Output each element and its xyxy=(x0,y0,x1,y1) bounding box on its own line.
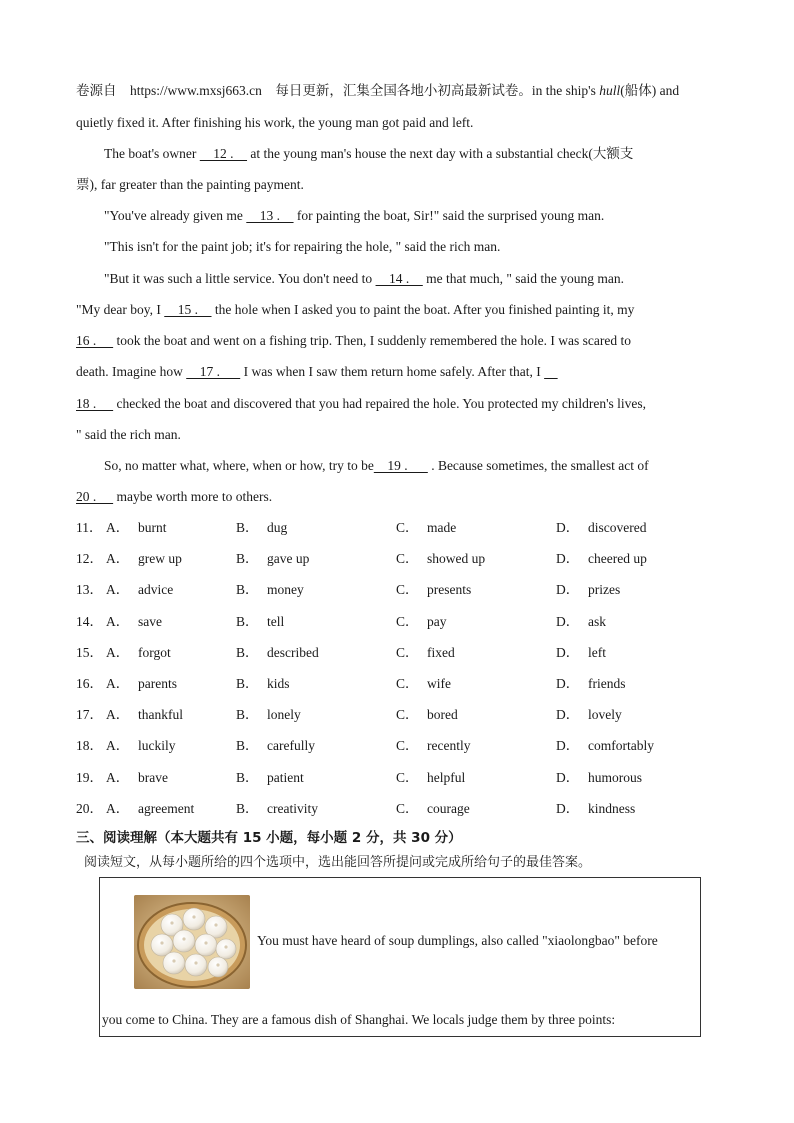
option-row xyxy=(76,737,716,755)
passage-line-5: "You've already given me 13 . for painting the boat, Sir!" said the surprised young man. xyxy=(104,208,605,223)
option-row xyxy=(76,769,716,787)
option-b[interactable]: tell xyxy=(267,613,285,629)
option-a[interactable]: advice xyxy=(138,582,174,598)
option-b[interactable]: gave up xyxy=(267,551,310,567)
option-letter-b: B． xyxy=(236,644,259,660)
option-letter-a: A． xyxy=(106,800,130,816)
option-letter-d: D． xyxy=(556,582,580,598)
option-letter-a: A． xyxy=(106,582,130,598)
option-a[interactable]: agreement xyxy=(138,800,195,816)
option-d[interactable]: cheered up xyxy=(588,551,647,567)
passage-line-6: "This isn't for the paint job; it's for repairing the hole, " said the rich man. xyxy=(104,239,501,254)
passage-line-14: 20 . maybe worth more to others. xyxy=(76,489,273,504)
option-c[interactable]: made xyxy=(427,520,457,535)
option-a[interactable]: save xyxy=(138,613,162,629)
option-row xyxy=(76,613,716,631)
option-c[interactable]: showed up xyxy=(427,551,486,567)
option-b[interactable]: carefully xyxy=(267,738,315,754)
option-letter-d: D． xyxy=(556,520,580,535)
option-letter-b: B． xyxy=(236,551,259,567)
option-letter-a: A． xyxy=(106,644,130,660)
passage-line-7: "But it was such a little service. You don't need to 14 . me that much, " said the young man. xyxy=(104,271,625,286)
question-number: 19． xyxy=(76,769,103,785)
blank-19: 19 . xyxy=(373,458,428,473)
option-letter-a: A． xyxy=(106,676,130,691)
reading-line-1: You must have heard of soup dumplings, also called "xiaolongbao" before xyxy=(257,933,658,948)
option-letter-d: D． xyxy=(556,707,580,723)
option-a[interactable]: luckily xyxy=(138,738,176,754)
option-a[interactable]: thankful xyxy=(138,707,183,723)
section-title: 三、阅读理解（本大题共有 15 小题，每小题 2 分，共 30 分） xyxy=(76,830,462,846)
option-letter-c: C． xyxy=(396,676,419,691)
option-letter-b: B． xyxy=(236,520,259,535)
option-letter-b: B． xyxy=(236,769,259,785)
soup-dumplings-photo xyxy=(134,895,250,989)
option-d[interactable]: lovely xyxy=(588,707,622,723)
question-number: 17． xyxy=(76,707,103,723)
option-c[interactable]: wife xyxy=(427,676,451,691)
option-letter-a: A． xyxy=(106,707,130,723)
option-letter-b: B． xyxy=(236,582,259,598)
passage-line-13: So, no matter what, where, when or how, try to be 19 . . Because sometimes, the smallest act of xyxy=(104,458,649,473)
option-a[interactable]: brave xyxy=(138,769,168,785)
option-d[interactable]: ask xyxy=(588,613,606,629)
question-number: 15． xyxy=(76,644,103,660)
passage-line-2: quietly fixed it. After finishing his work, the young man got paid and left. xyxy=(76,115,474,130)
option-c[interactable]: recently xyxy=(427,738,471,754)
option-c[interactable]: pay xyxy=(427,613,447,629)
blank-18: 18 . xyxy=(76,396,114,411)
option-a[interactable]: grew up xyxy=(138,551,182,567)
option-letter-d: D． xyxy=(556,676,580,691)
question-number: 16． xyxy=(76,676,103,691)
option-c[interactable]: presents xyxy=(427,582,472,598)
option-letter-a: A． xyxy=(106,613,130,629)
passage-line-3: The boat's owner 12 . at the young man's house the next day with a substantial check(大额支 xyxy=(104,146,634,161)
passage-line-11: 18 . checked the boat and discovered that you had repaired the hole. You protected my children's lives, xyxy=(76,396,647,411)
option-row xyxy=(76,800,716,818)
option-letter-c: C． xyxy=(396,613,419,629)
option-letter-d: D． xyxy=(556,551,580,567)
option-row xyxy=(76,519,716,537)
dumplings-image xyxy=(134,895,250,989)
source-url: https://www.mxsj663.cn xyxy=(130,83,262,98)
option-a[interactable]: forgot xyxy=(138,644,171,660)
option-c[interactable]: courage xyxy=(427,800,470,816)
option-letter-c: C． xyxy=(396,582,419,598)
passage-line-12: " said the rich man. xyxy=(76,427,181,442)
option-b[interactable]: dug xyxy=(267,520,288,535)
option-letter-d: D． xyxy=(556,800,580,816)
blank-12: 12 . xyxy=(199,146,248,161)
blank-13: 13 . xyxy=(246,208,294,223)
passage-line-9: 16 . took the boat and went on a fishing trip. Then, I suddenly remembered the hole. I was scared to xyxy=(76,333,631,348)
option-d[interactable]: left xyxy=(588,644,606,660)
blank-15: 15 . xyxy=(164,302,212,317)
reading-box xyxy=(99,877,701,1037)
option-row xyxy=(76,644,716,662)
blank-14: 14 . xyxy=(375,271,423,286)
section-instruction: 阅读短文，从每小题所给的四个选项中，选出能回答所提问或完成所给句子的最佳答案。 xyxy=(84,855,592,870)
passage-line-10: death. Imagine how 17 . I was when I saw them return home safely. After that, I xyxy=(76,363,716,381)
option-letter-c: C． xyxy=(396,738,419,754)
option-letter-c: C． xyxy=(396,800,419,816)
question-number: 12． xyxy=(76,551,103,567)
option-letter-c: C． xyxy=(396,644,419,660)
option-d[interactable]: discovered xyxy=(588,520,647,535)
option-row xyxy=(76,550,716,568)
option-b[interactable]: kids xyxy=(267,676,290,691)
option-b[interactable]: patient xyxy=(267,769,304,785)
option-a[interactable]: parents xyxy=(138,676,177,691)
option-d[interactable]: comfortably xyxy=(588,738,654,754)
blank-20: 20 . xyxy=(76,489,114,504)
option-b[interactable]: described xyxy=(267,644,319,660)
option-letter-c: C． xyxy=(396,769,419,785)
option-letter-b: B． xyxy=(236,738,259,754)
blank-17: 17 . xyxy=(186,364,241,379)
option-c[interactable]: helpful xyxy=(427,769,466,785)
passage-line-8: "My dear boy, I 15 . the hole when I asked you to paint the boat. After you finished painting it, my xyxy=(76,302,635,317)
option-letter-d: D． xyxy=(556,644,580,660)
option-c[interactable]: fixed xyxy=(427,644,455,660)
option-c[interactable]: bored xyxy=(427,707,458,723)
option-letter-b: B． xyxy=(236,707,259,723)
option-d[interactable]: prizes xyxy=(588,582,621,598)
option-d[interactable]: humorous xyxy=(588,769,642,785)
option-letter-b: B． xyxy=(236,800,259,816)
source-label: 卷源自 xyxy=(76,83,117,98)
option-letter-a: A． xyxy=(106,520,130,535)
option-letter-d: D． xyxy=(556,738,580,754)
option-b[interactable]: money xyxy=(267,582,304,598)
option-letter-a: A． xyxy=(106,551,130,567)
option-a[interactable]: burnt xyxy=(138,520,167,535)
question-number: 18． xyxy=(76,738,103,754)
passage-line-1: 卷源自 https://www.mxsj663.cn 每日更新，汇集全国各地小初高最新试卷。in the ship's hull(船体) and xyxy=(76,83,680,98)
option-letter-c: C． xyxy=(396,520,419,535)
blank-16: 16 . xyxy=(76,333,114,348)
question-number: 14． xyxy=(76,613,103,629)
option-letter-b: B． xyxy=(236,676,259,691)
option-letter-d: D． xyxy=(556,613,580,629)
question-number: 13． xyxy=(76,582,103,598)
option-letter-b: B． xyxy=(236,613,259,629)
option-b[interactable]: creativity xyxy=(267,800,318,816)
question-number: 11． xyxy=(76,520,103,535)
option-letter-c: C． xyxy=(396,551,419,567)
reading-line-2: you come to China. They are a famous dish of Shanghai. We locals judge them by three points: xyxy=(102,1012,616,1027)
hull-word: hull xyxy=(599,83,621,98)
option-letter-a: A． xyxy=(106,769,130,785)
source-note: 每日更新，汇集全国各地小初高最新试卷。 xyxy=(275,83,532,98)
option-d[interactable]: kindness xyxy=(588,800,636,816)
question-number: 20． xyxy=(76,800,103,816)
option-row xyxy=(76,706,716,724)
passage-line-4: 票), far greater than the painting payment. xyxy=(76,177,304,192)
option-letter-c: C． xyxy=(396,707,419,723)
blank-18-lead xyxy=(544,363,558,381)
option-letter-d: D． xyxy=(556,769,580,785)
option-d[interactable]: friends xyxy=(588,676,626,691)
option-row xyxy=(76,675,716,693)
option-row xyxy=(76,581,716,599)
option-letter-a: A． xyxy=(106,738,130,754)
option-b[interactable]: lonely xyxy=(267,707,301,723)
